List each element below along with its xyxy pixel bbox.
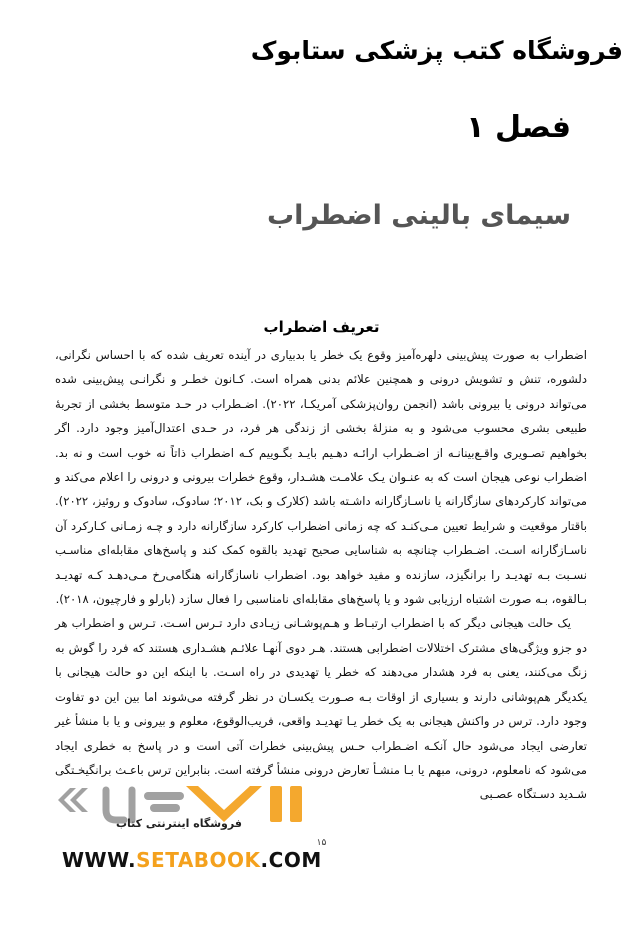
- paragraph: اضطراب به صورت پیش‌بینی دلهره‌آمیز وقوع یک خطر یا بدبیاری در آینده تعریف شده که با احساس نگرانی، دلشوره، تنش و تشویش درونی و همچنین علائم بدنی همراه است. کـانون خطـر و نگرانـی پیش‌بینی شده می‌تواند درونی یا بیرونی باشد (انجمن روان‌پزشکی آمریکـا، ۲۰۲۲). اضـطراب در حـد متوسط بخشی از تجربهٔ طبیعی بشری محسوب می‌شود و به منزلهٔ بخشی از زندگی هر فرد، در حـدی اعتدال‌آمیز وجود دارد. اگر بخواهیم تصـویری واقـع‌بینانـه از اضـطراب ارائـه دهـیم بایـد بگـوییم کـه اضطراب ذاتاً نه خوب است و نه بد. اضطراب نوعی هیجان است که به عنـوان یـک علامـت هشـدار، وقوع خطرات بیرونی و درونی را اعلام می‌کند و می‌تواند کارکردهای سازگارانه یا ناسـازگارانه داشـته باشد (کلارک و بک، ۲۰۱۲؛ سادوک، سادوک و روئیز، ۲۰۲۲). باقتار موقعیت و شرایط تعیین مـی‌کنـد که چه زمانی اضطراب کارکرد سازگارانه دارد و چـه زمـانی کـارکرد آن ناسـازگارانه اسـت. اضـطراب چنانچه به شناسایی صحیح تهدید بالقوه کمک کند و پاسخ‌های مقابله‌ای مناسـب نسـبت بـه تهدیـد را برانگیزد، سازنده و مفید خواهد بود. اضطراب ناسازگارانه هنگامی‌رخ مـی‌دهـد کـه تهدیـد بـالقوه، بـه صورت اشتباه ارزیابی شود و یا پاسخ‌های مقابله‌ای نامناسبی را فعال سازد (بارلو و فارچیون، ۲۰۱۸).: [55, 348, 587, 607]
- url-suffix: .COM: [260, 848, 322, 872]
- subheading: تعریف اضطراب: [263, 318, 380, 336]
- url-prefix: WWW.: [62, 848, 137, 872]
- store-title: فروشگاه کتب پزشکی ستابوک: [250, 36, 623, 65]
- page-number: ۱۵: [316, 838, 327, 848]
- url-brand: SETABOOK: [136, 848, 261, 872]
- body-text: [55, 343, 587, 807]
- chapter-title: فصل ۱: [466, 110, 571, 145]
- logo-caption: فروشگاه اینترنتی کتاب: [116, 817, 242, 830]
- site-url: [62, 848, 322, 872]
- paragraph: یک حالت هیجانی دیگر که با اضطراب ارتبـاط و هـم‌پوشـانی زیـادی دارد تـرس اسـت. تـرس و اضطراب هر دو جزو ویژگی‌های مشترک اختلالات اضطرابی هستند. هـر دوی آنهـا علائـم هشـداری هستند که فرد را گوش به زنگ می‌کنند، یعنی به فرد هشدار می‌دهند که خطر یا تهدیدی در راه اسـت. با اینکه این دو حالت هیجانی با یکدیگر هم‌پوشانی دارند و بسیاری از اوقات بـه صـورت یکسـان در نظر گرفته می‌شوند اما بین این دو تفاوت وجود دارد. ترس در واکنش هیجانی به یک خطر یـا تهدیـد واقعی، فریب‌الوقوع، معلوم و بیرونی و یا با منشأ غیر تعارضی ایجاد می‌شود حال آنکـه اضـطراب حـس پیش‌بینی خطرات آتی است و در پاسخ به خطری ایجاد می‌شود که نامعلوم، درونی، مبهم یا بـا منشـأ تعارض درونی منشأ گرفته است. بنابراین ترس باعـث برانگیخـتگی شـدید دسـتگاه عصـبی: [55, 616, 587, 802]
- section-title: سیمای بالینی اضطراب: [267, 200, 571, 231]
- setabook-logo: [48, 780, 318, 844]
